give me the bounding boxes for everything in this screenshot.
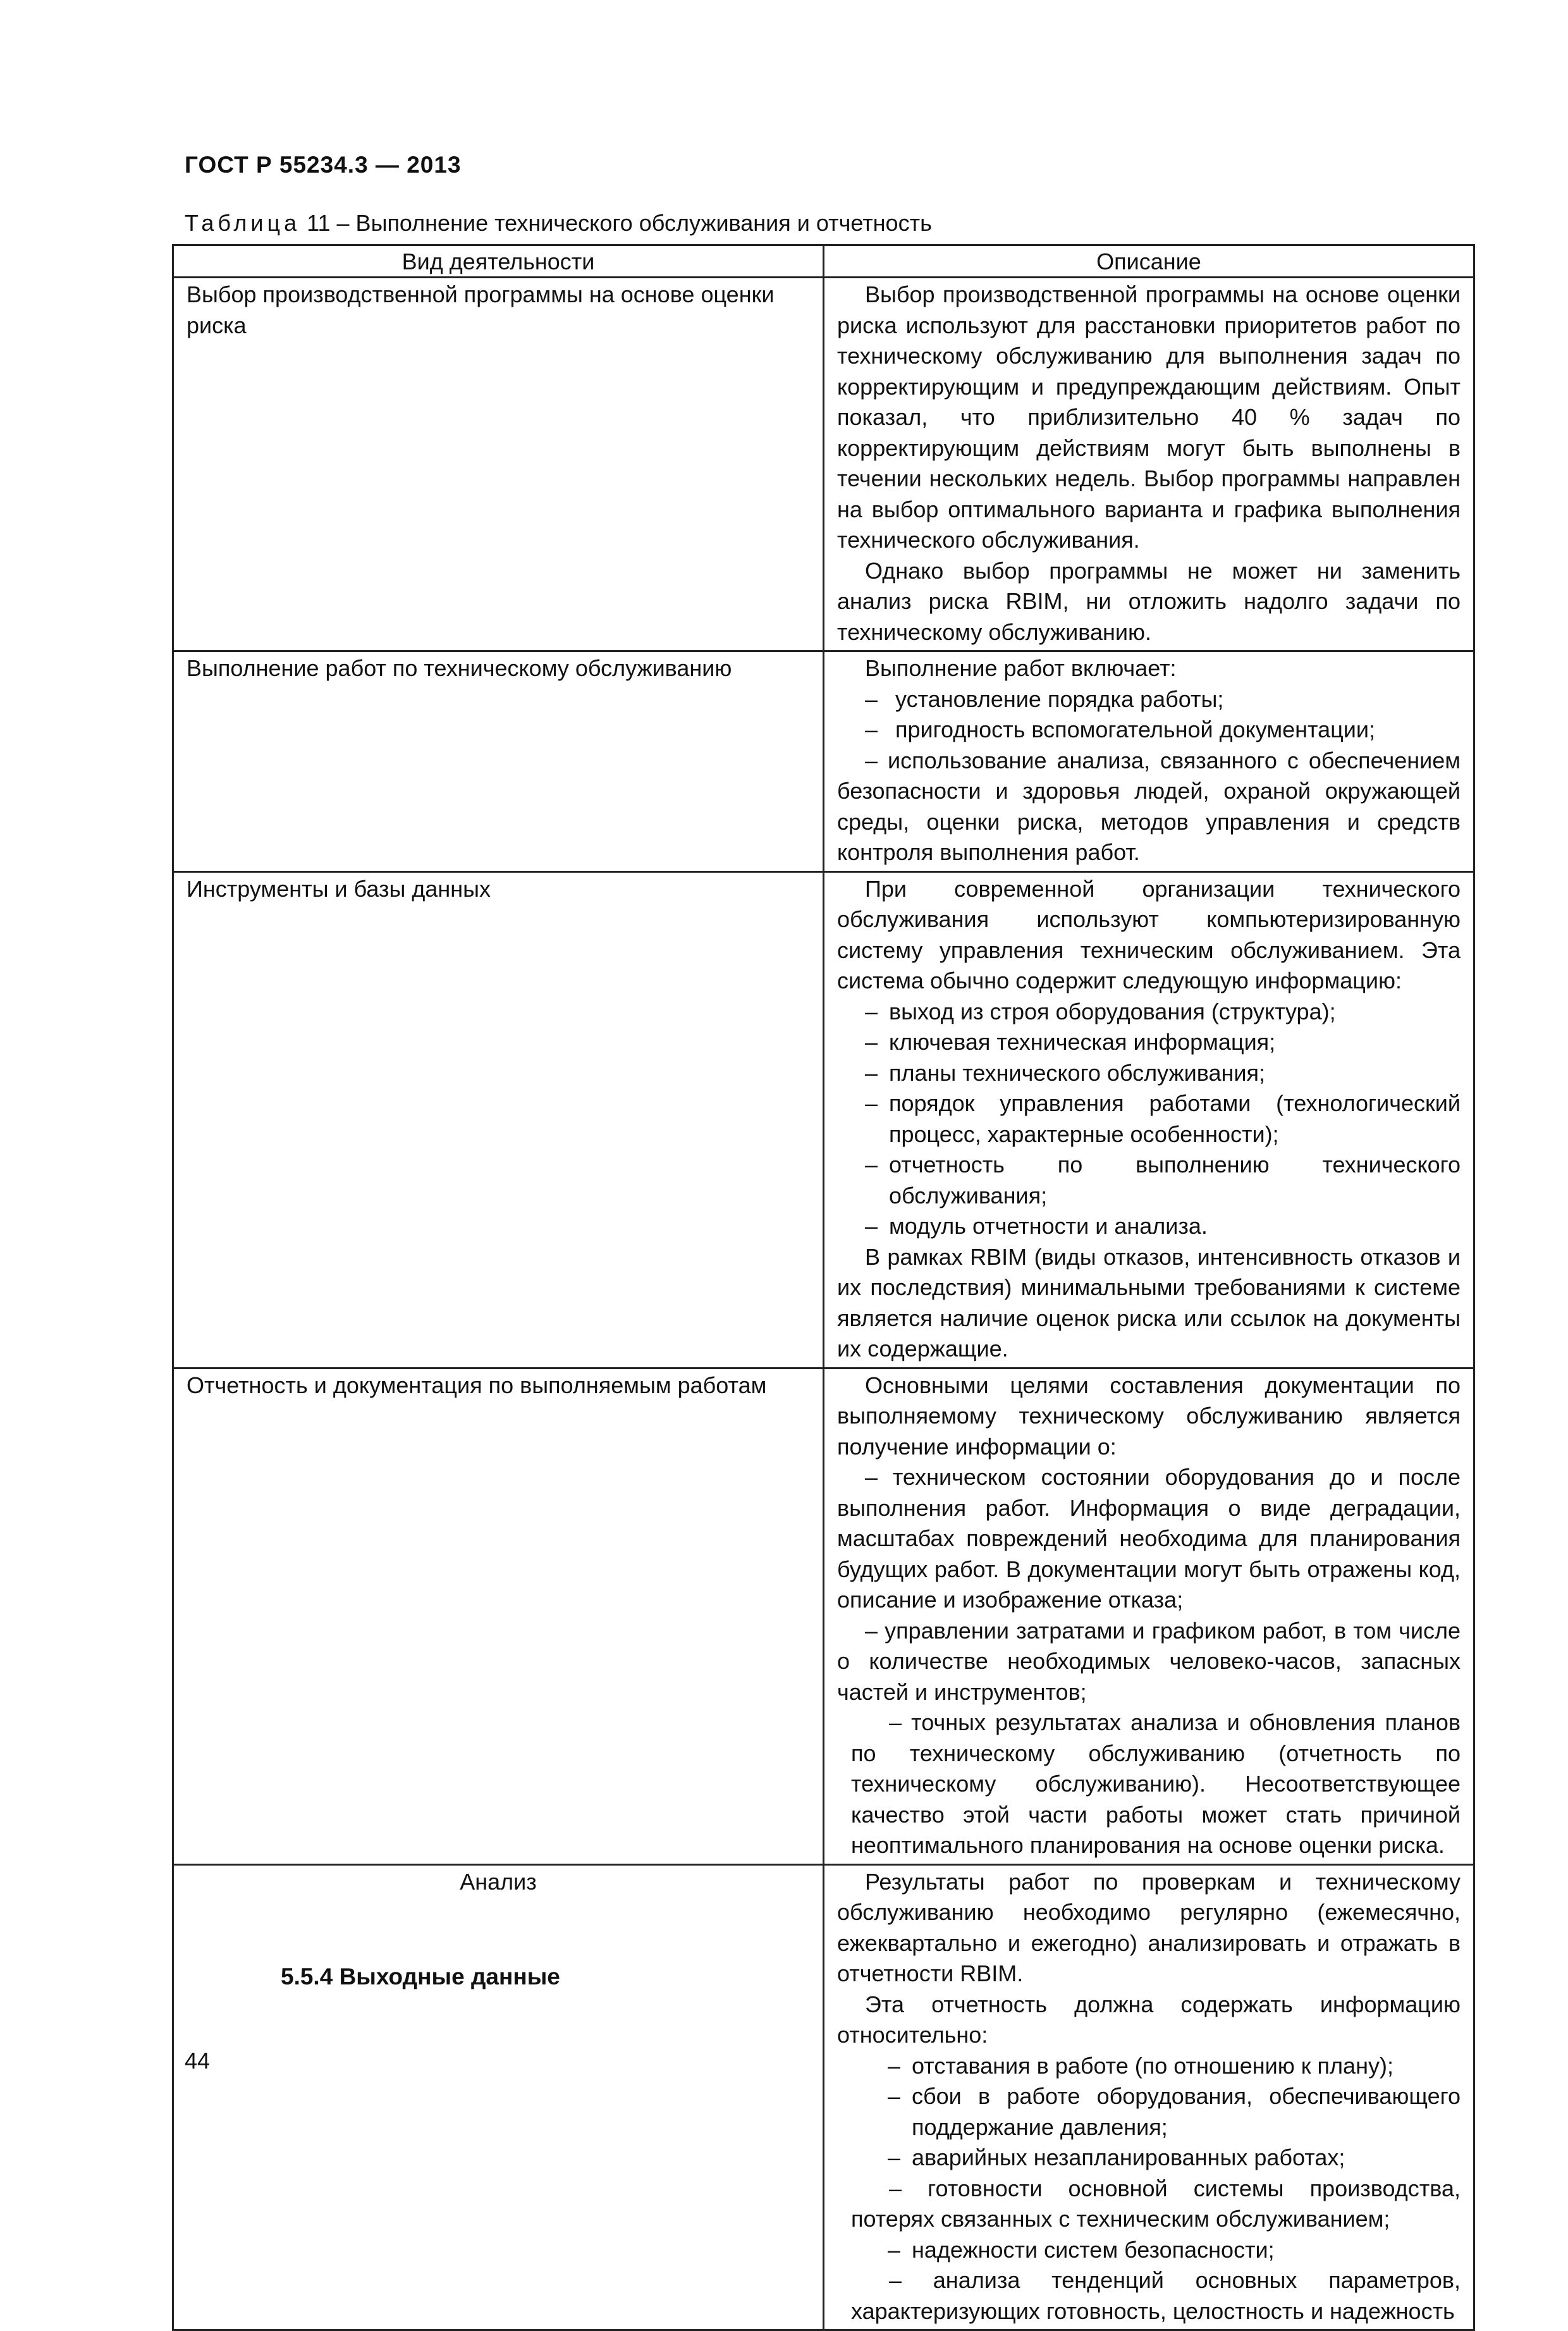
activity-cell: Выполнение работ по техническому обслуживанию [173,651,824,872]
description-paragraph: Однако выбор программы не может ни заменить анализ риска RBIM, ни отложить надолго задачи по техническому обслуживанию. [837,557,1461,645]
list-item: – аварийных незапланированных работах; [837,2143,1461,2174]
dash-bullet: – [865,1029,878,1055]
description-paragraph: В рамках RBIM (виды отказов, интенсивность отказов и их последствия) минимальными требованиями к системе является наличие оценок риска или ссылок на документы их содержащие. [837,1243,1461,1362]
table-row [173,1864,1474,2330]
dash-bullet: – [865,1090,878,1116]
description-cell [824,1864,1474,2330]
table-row [173,871,1474,1368]
dash-bullet: – [865,686,878,712]
list-item: – отставания в работе (по отношению к плану); [837,2051,1461,2082]
list-item: – готовности основной системы производства, потерях связанных с техническим обслуживанием; [851,2175,1461,2232]
table-caption [185,210,932,237]
dash-bullet: – [888,2083,901,2109]
activity-cell: Анализ [173,1864,824,2330]
header-description: Описание [824,245,1474,278]
description-paragraph: Основными целями составления документации по выполняемому техническому обслуживанию является получение информации о: [837,1372,1461,1460]
description-cell [824,1368,1474,1864]
list-item: – ключевая техническая информация; [837,1027,1461,1058]
list-item: – планы технического обслуживания; [837,1058,1461,1089]
activity-cell: Инструменты и базы данных [173,871,824,1368]
list-item: – пригодность вспомогательной документации; [837,715,1461,746]
list-item: – управлении затратами и графиком работ, в том числе о количестве необходимых человеко-часов, запасных частей и инструментов; [837,1617,1461,1705]
table-row [173,278,1474,651]
description-paragraph: Выбор производственной программы на основе оценки риска используют для расстановки приоритетов работ по техническому обслуживанию для выполнения задач по корректирующим и предупреждающим действиям. Опыт показал, что приблизительно 40 % задач по корректирующим действиям могут быть выполнены в течении нескольких недель. Выбор программы направлен на выбор оптимального варианта и графика выполнения технического обслуживания. [837,281,1461,553]
page-number: 44 [185,2048,211,2074]
description-cell [824,278,1474,651]
description-cell [824,651,1474,872]
description-paragraph: Результаты работ по проверкам и техническому обслуживанию необходимо регулярно (ежемесячно, ежеквартально и ежегодно) анализировать и отражать в отчетности RBIM. [837,1868,1461,1986]
dash-bullet: – [865,1152,878,1178]
dash-bullet: – [865,717,878,742]
list-item: – точных результатах анализа и обновления планов по техническому обслуживанию (отчетность по техническому обслуживанию). Несоответствующее качество этой части работы может стать причиной неоптимального планирования на основе оценки риска. [851,1709,1461,1858]
table-caption-text: 11 – Выполнение технического обслуживания и отчетность [300,210,932,236]
description-cell [824,871,1474,1368]
section-title: 5.5.4 Выходные данные [281,1964,560,1990]
table-caption-label: Таблица [185,210,301,236]
activity-cell: Отчетность и документация по выполняемым работам [173,1368,824,1864]
list-item: – анализа тенденций основных параметров, характеризующих готовность, целостность и надежность [851,2267,1461,2324]
header-activity: Вид деятельности [173,245,824,278]
table-row [173,651,1474,872]
dash-bullet: – [865,998,878,1024]
table-header-row [173,245,1474,278]
list-item: – использование анализа, связанного с обеспечением безопасности и здоровья людей, охраной окружающей среды, оценки риска, методов управления и средств контроля выполнения работ. [837,747,1461,865]
list-item: – сбои в работе оборудования, обеспечивающего поддержание давления; [837,2081,1461,2143]
list-item: – порядок управления работами (технологический процесс, характерные особенности); [837,1088,1461,1150]
dash-bullet: – [888,2236,901,2263]
table-row [173,1368,1474,1864]
dash-bullet: – [865,1213,878,1239]
description-paragraph: Эта отчетность должна содержать информацию относительно: [837,1991,1461,2048]
maintenance-table [172,244,1475,2331]
list-item: – выход из строя оборудования (структура); [837,997,1461,1028]
dash-bullet: – [888,2052,901,2079]
list-item: – модуль отчетности и анализа. [837,1211,1461,1242]
description-paragraph: Выполнение работ включает: [865,655,1177,681]
dash-bullet: – [888,2144,901,2170]
list-item: – надежности систем безопасности; [837,2235,1461,2266]
list-item: – техническом состоянии оборудования до и после выполнения работ. Информация о виде деградации, масштабах повреждений необходима для планирования будущих работ. В документации могут быть отражены код, описание и изображение отказа; [837,1464,1461,1613]
description-paragraph: При современной организации технического обслуживания используют компьютеризированную систему управления техническим обслуживанием. Эта система обычно содержит следующую информацию: [837,875,1461,993]
activity-cell: Выбор производственной программы на основе оценки риска [173,278,824,651]
document-header: ГОСТ Р 55234.3 — 2013 [185,152,462,178]
dash-bullet: – [865,1059,878,1086]
list-item: – отчетность по выполнению технического обслуживания; [837,1150,1461,1211]
list-item: – установление порядка работы; [837,684,1461,715]
